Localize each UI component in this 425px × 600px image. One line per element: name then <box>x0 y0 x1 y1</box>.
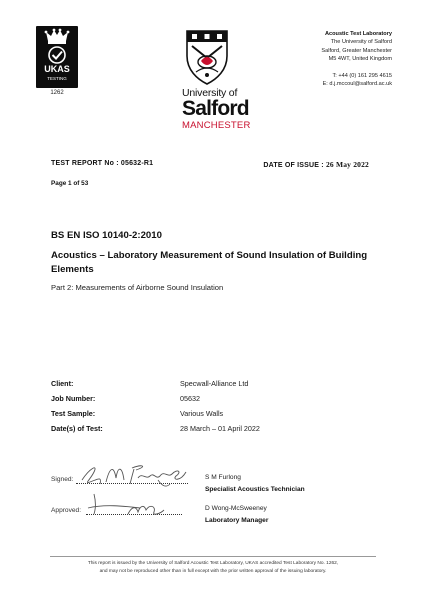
ukas-brand: UKAS <box>44 64 70 74</box>
lab-phone: T: +44 (0) 161 295 4615 <box>332 72 392 79</box>
lab-name: Acoustic Test Laboratory <box>324 31 392 37</box>
signed-role: Specialist Acoustics Technician <box>205 486 305 493</box>
footer-note <box>40 560 386 576</box>
approved-label: Approved: <box>51 507 82 514</box>
test-sample-label: Test Sample: <box>51 409 96 418</box>
signed-label: Signed: <box>51 476 74 483</box>
issue-date: 26 May 2022 <box>325 160 369 169</box>
lab-email[interactable]: E: d.j.mccoul@salford.ac.uk <box>322 81 392 88</box>
university-line2: Salford <box>182 97 249 120</box>
standard-code: BS EN ISO 10140-2:2010 <box>51 230 162 241</box>
job-number-label: Job Number: <box>51 394 96 403</box>
page-indicator: Page 1 of 53 <box>51 180 89 187</box>
signed-name: S M Furlong <box>205 474 241 481</box>
client-value: Specwall-Alliance Ltd <box>180 379 249 388</box>
ukas-lab-number: 1262 <box>50 90 64 96</box>
ukas-caption: TESTING <box>47 76 67 81</box>
salford-crest-icon <box>184 28 230 91</box>
job-number-value: 05632 <box>180 394 200 403</box>
footer-line2: and may not be reproduced other than in full except with the prior written approval of the issuing laboratory. <box>99 569 327 574</box>
signature-wong-mcsweeney <box>84 490 184 525</box>
report-number: TEST REPORT No : 05632-R1 <box>51 160 154 167</box>
university-line3: MANCHESTER <box>182 120 251 131</box>
address-line1: The University of Salford <box>330 39 392 46</box>
university-line1: University of <box>182 87 238 99</box>
test-dates-label: Date(s) of Test: <box>51 424 103 433</box>
lab-address <box>321 30 392 88</box>
address-line3: M5 4WT, United Kingdom <box>328 56 392 63</box>
date-of-issue <box>263 160 369 169</box>
test-dates-value: 28 March – 01 April 2022 <box>180 424 260 433</box>
approved-role: Laboratory Manager <box>205 517 269 524</box>
footer-divider <box>50 556 376 557</box>
footer-line1: This report is issued by the University of Salford Acoustic Test Laboratory, UKAS accredited Test Laboratory No. 1262, <box>87 561 339 566</box>
approved-name: D Wong-McSweeney <box>205 505 267 512</box>
address-line2: Salford, Greater Manchester <box>321 47 392 54</box>
ukas-logo <box>36 26 78 88</box>
document-subtitle: Part 2: Measurements of Airborne Sound Insulation <box>51 283 224 292</box>
client-label: Client: <box>51 379 74 388</box>
document-title: Acoustics – Laboratory Measurement of Sound Insulation of Building Elements <box>51 250 368 275</box>
test-sample-value: Various Walls <box>180 409 224 418</box>
issue-label: DATE OF ISSUE : <box>263 162 324 169</box>
